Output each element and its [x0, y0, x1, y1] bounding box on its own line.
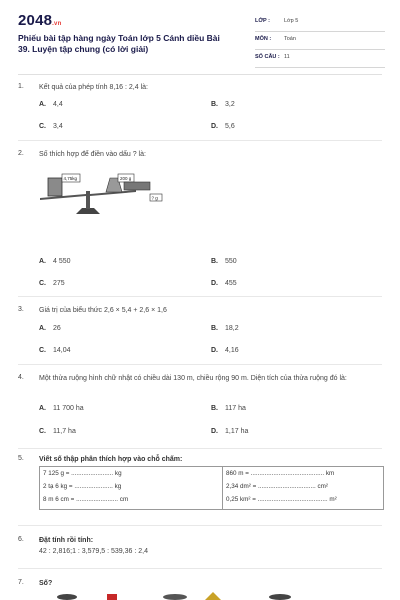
- divider: [18, 525, 382, 526]
- option-b[interactable]: B. 3,2: [211, 101, 235, 108]
- divider: [18, 568, 382, 569]
- question-4: [18, 374, 388, 444]
- question-text: Một thửa ruộng hình chữ nhật có chiều dài 130 m, chiều rộng 90 m. Diện tích của thửa ruộng đó là:: [39, 375, 347, 382]
- option-b[interactable]: B. 18,2: [211, 325, 239, 332]
- question-6: [18, 536, 388, 562]
- option-d[interactable]: D. 5,6: [211, 123, 235, 130]
- option-c[interactable]: C. 14,04: [39, 347, 71, 354]
- divider: [18, 140, 382, 141]
- question-number: 5.: [18, 455, 24, 462]
- right-box-row: [124, 182, 150, 190]
- question-1: [18, 83, 388, 133]
- worksheet-header: [0, 0, 400, 70]
- divider: [18, 296, 382, 297]
- question-subtext: 42 : 2,816;1 : 3,579,5 : 539,36 : 2,4: [39, 548, 148, 555]
- option-d[interactable]: D. 1,17 ha: [211, 428, 249, 435]
- weights-illustration: [55, 590, 315, 600]
- divider: [18, 364, 382, 365]
- weight-icon: [107, 594, 117, 600]
- question-text: Số thích hợp để điền vào dấu ? là:: [39, 151, 146, 158]
- page-title: Phiếu bài tập hàng ngày Toán lớp 5 Cánh diều Bài 39. Luyện tập chung (có lời giải): [18, 33, 220, 54]
- question-text: Đặt tính rồi tính:: [39, 537, 94, 544]
- meta-row-count: [255, 50, 385, 68]
- fill-item[interactable]: 2,34 dm² = ................................. cm²: [226, 483, 328, 490]
- fill-item[interactable]: 2 tạ 6 kg = ...................... kg: [43, 483, 122, 490]
- question-text: Số?: [39, 580, 53, 587]
- meta-label: MÔN :: [255, 36, 272, 42]
- table-divider: [222, 467, 223, 509]
- option-a[interactable]: A. 4 550: [39, 258, 71, 265]
- option-c[interactable]: C. 275: [39, 280, 65, 287]
- weight-icon: [57, 594, 77, 600]
- right-weight-label: 200 g: [120, 176, 132, 181]
- site-logo[interactable]: 2048.vn: [18, 12, 62, 29]
- fill-item[interactable]: 0,25 km² = ........................................ m²: [226, 496, 337, 503]
- fill-in-table: [39, 466, 384, 510]
- option-b[interactable]: B. 117 ha: [211, 405, 246, 412]
- option-d[interactable]: D. 4,16: [211, 347, 239, 354]
- meta-label: LỚP :: [255, 18, 270, 24]
- question-number: 6.: [18, 536, 24, 543]
- meta-row-class: [255, 14, 385, 32]
- option-c[interactable]: C. 3,4: [39, 123, 63, 130]
- fill-item[interactable]: 7 125 g = ........................ kg: [43, 470, 122, 477]
- question-number: 2.: [18, 150, 24, 157]
- fill-item[interactable]: 8 m 6 cm = ........................ cm: [43, 496, 129, 503]
- header-divider: [18, 74, 382, 75]
- option-d[interactable]: D. 455: [211, 280, 237, 287]
- small-weight-label: ? g: [151, 195, 158, 201]
- question-text: Viết số thập phân thích hợp vào chỗ chấm:: [39, 456, 183, 463]
- meta-label: SỐ CÂU :: [255, 54, 280, 60]
- fill-item[interactable]: 860 m = .......................................... km: [226, 470, 335, 477]
- weight-icon: [205, 592, 221, 600]
- meta-value: 11: [284, 54, 290, 60]
- question-number: 7.: [18, 579, 24, 586]
- meta-value: Toán: [284, 36, 296, 42]
- question-text: Giá trị của biểu thức 2,6 × 5,4 + 2,6 × 1,6: [39, 307, 167, 314]
- question-number: 4.: [18, 374, 24, 381]
- scale-stand: [86, 191, 90, 209]
- question-3: [18, 306, 388, 356]
- meta-value: Lớp 5: [284, 18, 299, 24]
- left-pan: [40, 194, 86, 200]
- meta-row-subject: [255, 32, 385, 50]
- divider: [18, 448, 382, 449]
- question-text: Kết quả của phép tính 8,16 : 2,4 là:: [39, 84, 148, 91]
- left-bag: [48, 178, 62, 196]
- weight-icon: [269, 594, 291, 600]
- question-5: [18, 455, 388, 515]
- weight-icon: [163, 594, 187, 600]
- option-c[interactable]: C. 11,7 ha: [39, 428, 76, 435]
- question-number: 1.: [18, 83, 24, 90]
- option-b[interactable]: B. 550: [211, 258, 237, 265]
- option-a[interactable]: A. 26: [39, 325, 61, 332]
- meta-info: [255, 14, 385, 68]
- option-a[interactable]: A. 11 700 ha: [39, 405, 84, 412]
- left-weight-label: 4,75kg: [63, 176, 78, 181]
- option-a[interactable]: A. 4,4: [39, 101, 63, 108]
- question-number: 3.: [18, 306, 24, 313]
- balance-scale-illustration: [38, 164, 178, 216]
